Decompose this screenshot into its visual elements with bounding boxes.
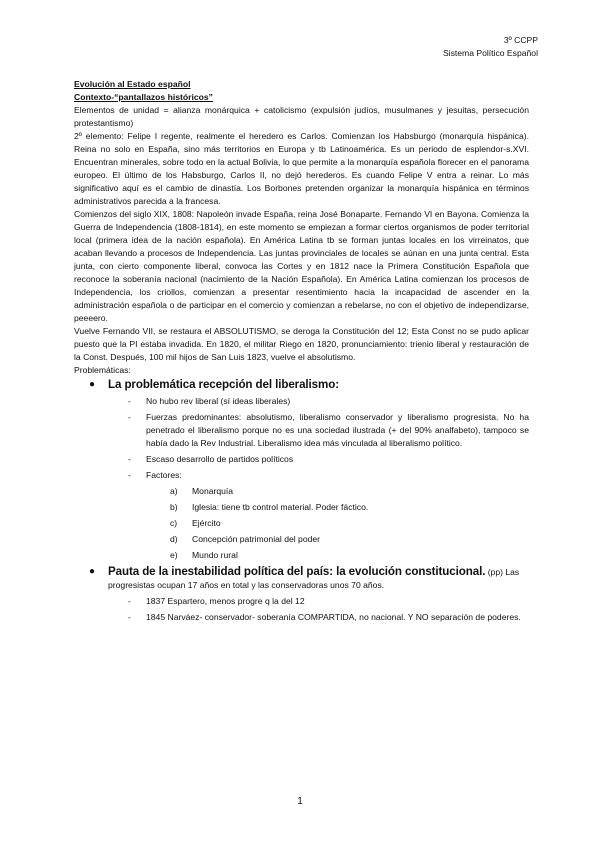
paragraph-unity: Elementos de unidad = alianza monárquica + catolicismo (expulsión judíos, musulmanes y jesuitas, persecución protestantismo) [74, 105, 529, 128]
list-item [74, 611, 529, 624]
factor-marker: e) [170, 550, 178, 560]
document-body [74, 78, 529, 627]
list-item [74, 453, 529, 466]
factor-marker: d) [170, 534, 178, 544]
factor-item [74, 501, 529, 514]
factor-text: Concepción patrimonial del poder [192, 534, 321, 544]
bullet-icon: ● [89, 566, 96, 577]
factor-marker: a) [170, 486, 178, 496]
factor-marker: b) [170, 502, 178, 512]
list-item [74, 411, 529, 450]
factor-item [74, 485, 529, 498]
list-item [74, 395, 529, 408]
document-subtitle: Contexto-“pantallazos históricos” [74, 92, 213, 102]
section-inestabilidad [74, 565, 529, 592]
section-heading-tail: (pp) Las progresistas ocupan 17 años en total y las conservadoras unos 70 años. [108, 567, 520, 590]
dash-marker: - [128, 612, 131, 622]
list-item-text: 1845 Narváez- conservador- soberanía COMPARTIDA, no nacional. Y NO separación de poderes. [146, 612, 521, 622]
document-title: Evolución al Estado español [74, 79, 191, 89]
list-item-text: Factores: [146, 470, 182, 480]
page-header [443, 34, 538, 60]
dash-marker: - [128, 412, 131, 422]
factor-marker: c) [170, 518, 178, 528]
section-heading: La problemática recepción del liberalismo: [108, 378, 339, 391]
dash-marker: - [128, 470, 131, 480]
factor-text: Ejército [192, 518, 221, 528]
list-item [74, 469, 529, 482]
header-subject: Sistema Político Español [442, 48, 538, 58]
header-course: 3º CCPP [503, 35, 538, 45]
factor-text: Mundo rural [192, 550, 238, 560]
list-item [74, 595, 529, 608]
paragraph-habsburgo: 2º elemento: Felipe I regente, realmente el heredero es Carlos. Comienzan los Habsburgo (monarquía hispánica). Reina no solo en España, sino más territorios en Europa y tb Latinoamérica. Es un periodo de esplendor-s.XVI. Encuentran minerales, sobre todo en la actual Bolivia, lo que permite a la monarquía española florecer en el panorama europeo. El último de los Habsburgo, Carlos II, no dejó herederos. Es cuando Felipe V entra a reinar. Lo más significativo aquí es el cambio de dinastía. Los Borbones pretenden organizar la monarquía hispánica en términos administrativos parecida a la francesa. [74, 131, 529, 206]
paragraph-fernando-vii: Vuelve Fernando VII, se restaura el ABSOLUTISMO, se deroga la Constitución del 12; Esta Const no se pudo aplicar puesto que la PI estaba invadida. En 1820, el militar Riego en 1820, pronunciamiento: trienio liberal y restauración de la Const. Después, 100 mil hijos de San Luis 1823, vuelve el absolutismo. [74, 326, 529, 362]
section-liberalismo [74, 378, 529, 392]
paragraph-siglo-xix: Comienzos del siglo XIX, 1808: Napoleón invade España, reina José Bonaparte. Fernando VI en Bayona. Comienza la Guerra de Independencia (1808-1814), en este momento se empiezan a formar ciertos organismos de poder territorial local (primera idea de la nación española). En América Latina tb se forman juntas locales en los virreinatos, que acaban llevando a procesos de Independencia. Las juntas provinciales de locales se aúnan en una junta central. Esta junta, con cierto componente liberal, convoca las Cortes y en 1812 nace la Primera Constitución Española que reconoce la soberanía nacional (nacimiento de la Nación Española). En América Latina comienzan los procesos de Independencia, los criollos, comienzan a presentar resentimiento hacia la incapacidad de ascender en la administración española o de participar en el comercio y comienzan a rebelarse, no con el objetivo de independizarse, peeeero. [74, 209, 529, 323]
paragraph-problematicas: Problemáticas: [74, 365, 131, 375]
list-item-text: No hubo rev liberal (sí ideas liberales) [146, 396, 291, 406]
list-item-text: Fuerzas predominantes: absolutismo, liberalismo conservador y liberalismo progresista. No ha penetrado el liberalismo porque no es una sociedad ilustrada (+ del 90% analfabeto), tampoco se había dado la Rev Industrial. Liberalismo idea más vinculada al liberalismo político. [146, 412, 529, 448]
section-heading: Pauta de la inestabilidad política del país: la evolución constitucional. [108, 565, 486, 578]
dash-marker: - [128, 396, 131, 406]
factor-item [74, 533, 529, 546]
factor-item [74, 549, 529, 562]
factor-text: Monarquía [192, 486, 234, 496]
page-number: 1 [297, 796, 303, 807]
list-item-text: Escaso desarrollo de partidos políticos [146, 454, 294, 464]
list-item-text: 1837 Espartero, menos progre q la del 12 [146, 596, 305, 606]
bullet-icon: ● [89, 379, 96, 390]
factor-item [74, 517, 529, 530]
factor-text: Iglesia: tiene tb control material. Poder fáctico. [192, 502, 369, 512]
dash-marker: - [128, 596, 131, 606]
dash-marker: - [128, 454, 131, 464]
